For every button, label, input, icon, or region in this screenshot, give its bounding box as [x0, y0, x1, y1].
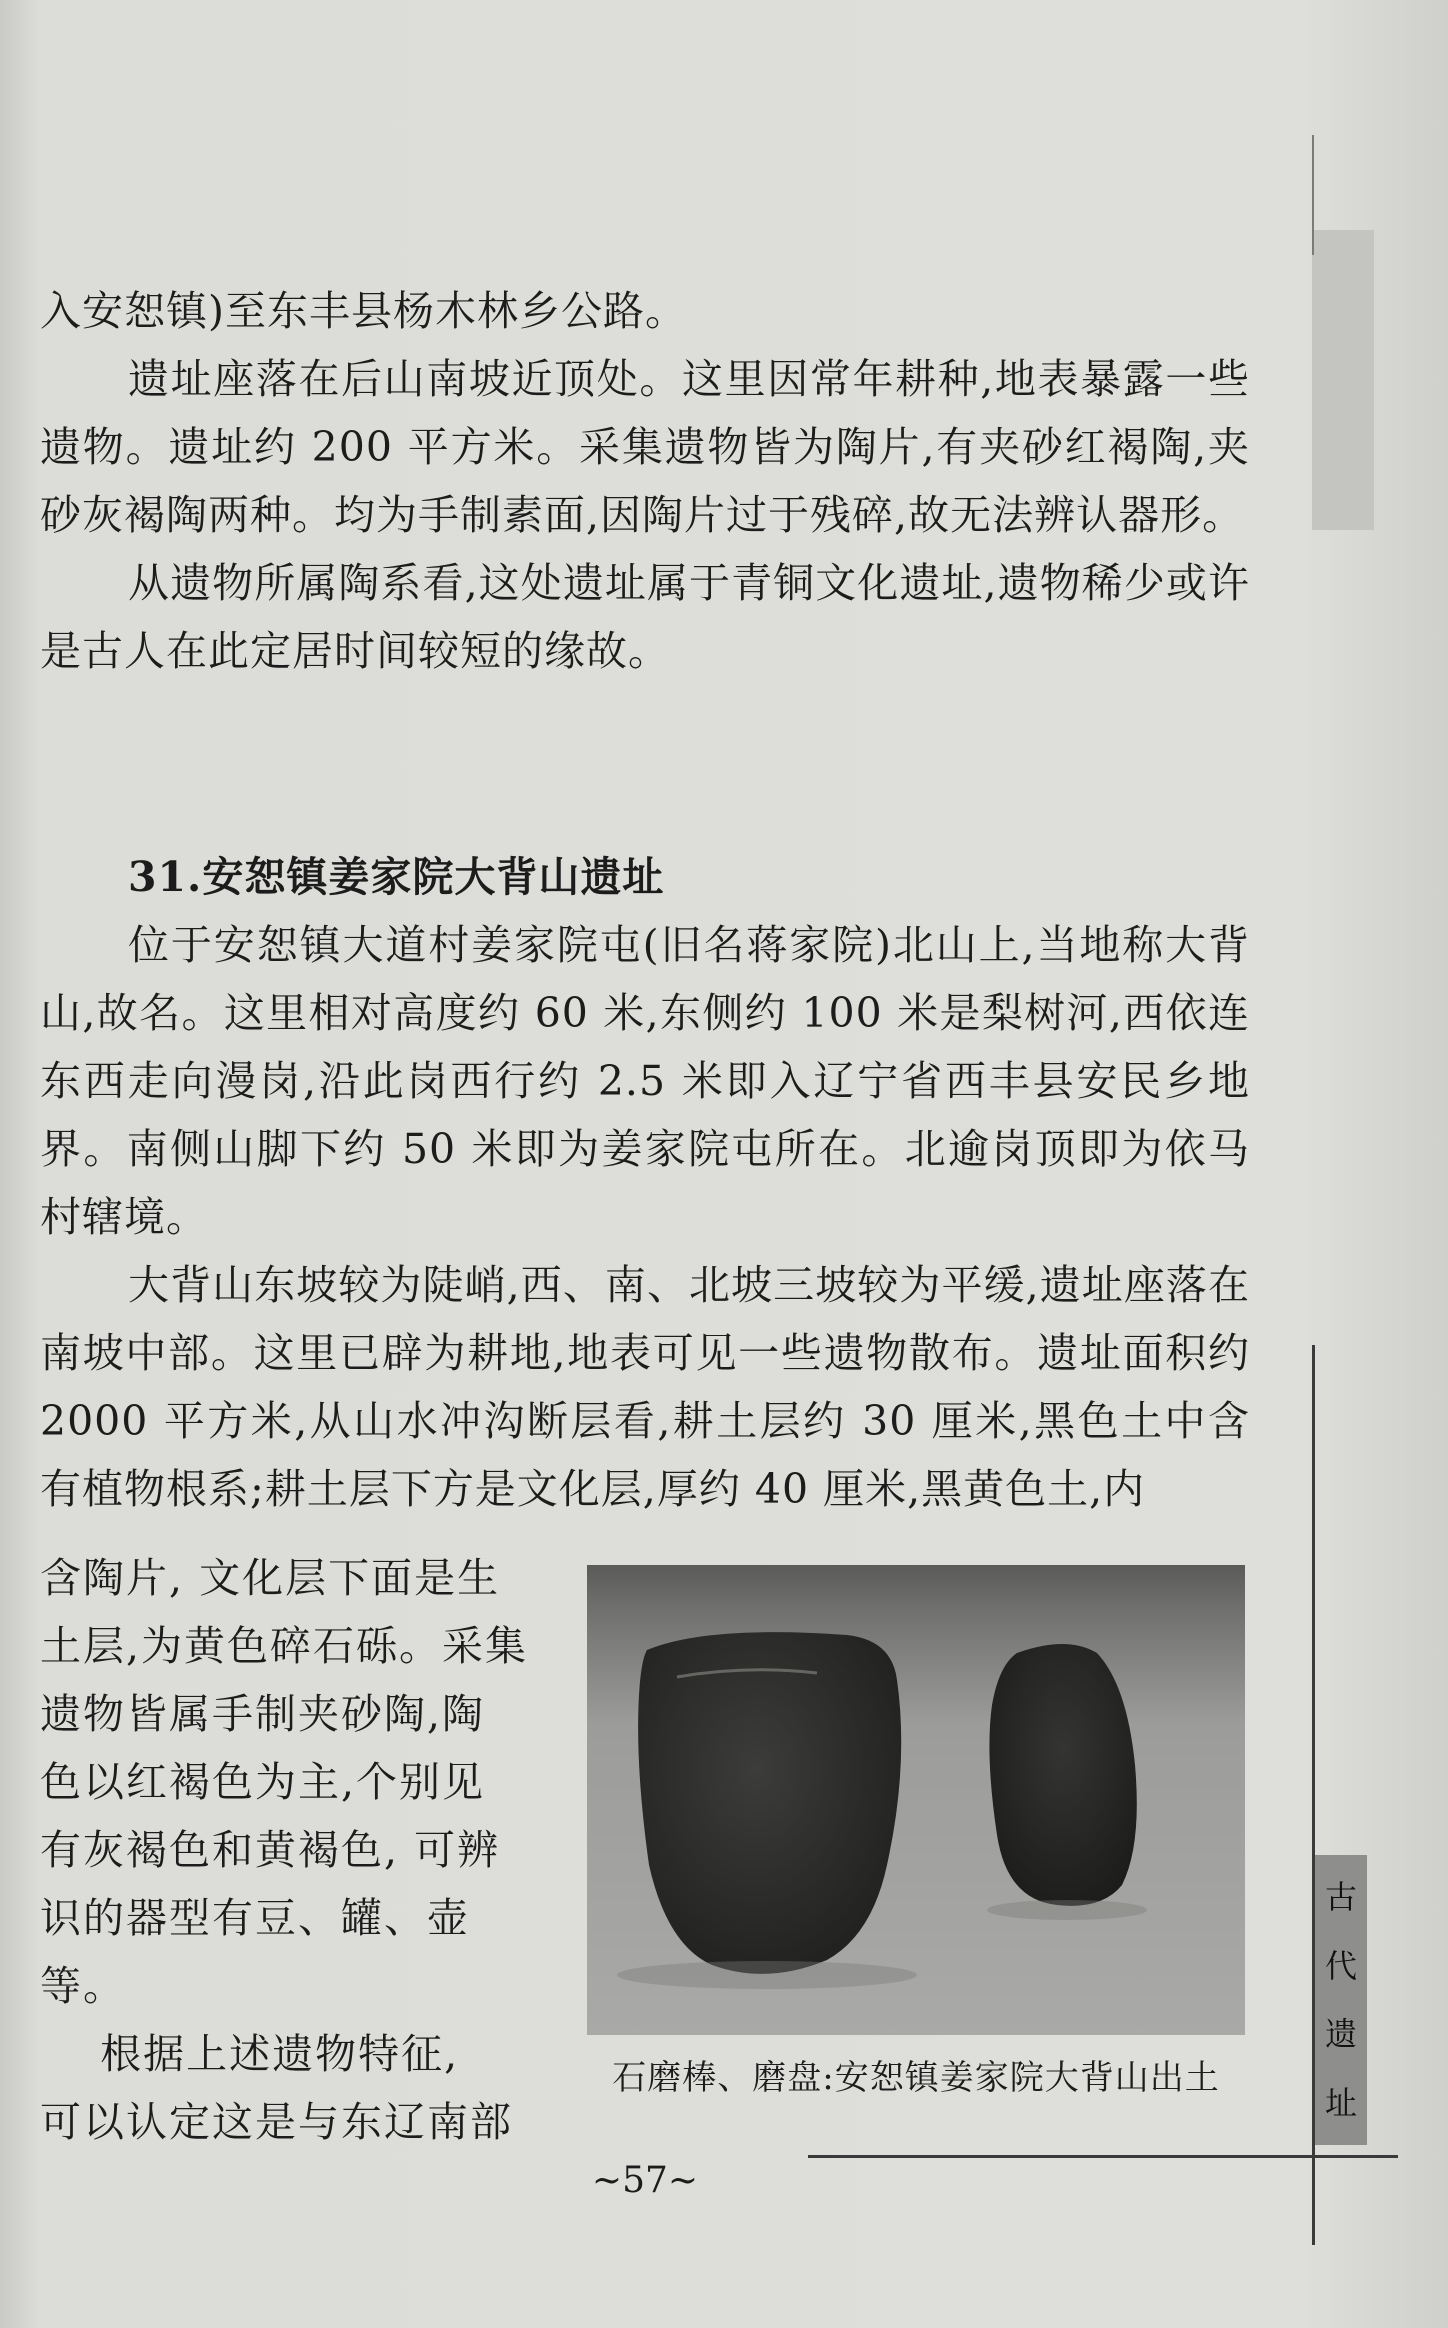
photo-caption: 石磨棒、磨盘:安恕镇姜家院大背山出土: [612, 2058, 1220, 2098]
text-line: 遗物皆属手制夹砂陶,陶: [40, 1690, 486, 1738]
text-line: 根据上述遗物特征,: [40, 2030, 460, 2078]
paragraph-location: 位于安恕镇大道村姜家院屯(旧名蒋家院)北山上,当地称大背山,故名。这里相对高度约 60 米,东侧约 100 米是梨树河,西依连东西走向漫岗,沿此岗西行约 2.5 米即入辽宁省西丰县安民乡地界。南侧山脚下约 50 米即为姜家院屯所在。北逾岗顶即为依马村辖境。: [40, 921, 1250, 1241]
text-line: 土层,为黄色碎石砾。采集: [40, 1622, 529, 1670]
side-tab-char: 古: [1324, 1878, 1357, 1917]
paragraph-continuation: 入安恕镇)至东丰县杨木林乡公路。: [40, 287, 687, 335]
side-tab-char: 址: [1324, 2083, 1357, 2122]
artifact-photo: [587, 1565, 1245, 2035]
text-line: 含陶片, 文化层下面是生: [40, 1554, 501, 1602]
chapter-side-tab: [1315, 1855, 1367, 2145]
wrapped-text-beside-photo: [40, 1544, 550, 2156]
paragraph-stratigraphy: 大背山东坡较为陡峭,西、南、北坡三坡较为平缓,遗址座落在南坡中部。这里已辟为耕地,地表可见一些遗物散布。遗址面积约 2000 平方米,从山水冲沟断层看,耕土层约 30 厘米,黑色土中含有植物根系;耕土层下方是文化层,厚约 40 厘米,黑黄色土,内: [40, 1261, 1250, 1513]
side-rule-top: [1312, 135, 1314, 255]
text-line: 可以认定这是与东辽南部: [40, 2098, 513, 2146]
page-number: ~57~: [591, 2160, 699, 2201]
section-31: [40, 843, 1250, 1523]
paragraph-site-location: 遗址座落在后山南坡近顶处。这里因常年耕种,地表暴露一些遗物。遗址约 200 平方米。采集遗物皆为陶片,有夹砂红褐陶,夹砂灰褐陶两种。均为手制素面,因陶片过于残碎,故无法辨认器形。: [40, 355, 1250, 539]
paragraph-pottery-analysis: 从遗物所属陶系看,这处遗址属于青铜文化遗址,遗物稀少或许是古人在此定居时间较短的缘故。: [40, 559, 1250, 675]
text-line: 色以红褐色为主,个别见: [40, 1758, 486, 1806]
side-tab-char: 遗: [1324, 2015, 1357, 2054]
faint-side-tab-bleedthrough: [1312, 230, 1374, 530]
grinding-stone-rod: [989, 1644, 1136, 1906]
grinding-stone-slab: [638, 1632, 901, 1974]
footer-rule: [808, 2155, 1398, 2158]
text-line: 识的器型有豆、罐、壶等。: [40, 1894, 470, 2010]
text-line: 有灰褐色和黄褐色, 可辨: [40, 1826, 501, 1874]
section-heading: 31.安恕镇姜家院大背山遗址: [128, 853, 665, 901]
main-text-top: [40, 277, 1250, 685]
side-tab-char: 代: [1324, 1946, 1357, 1985]
